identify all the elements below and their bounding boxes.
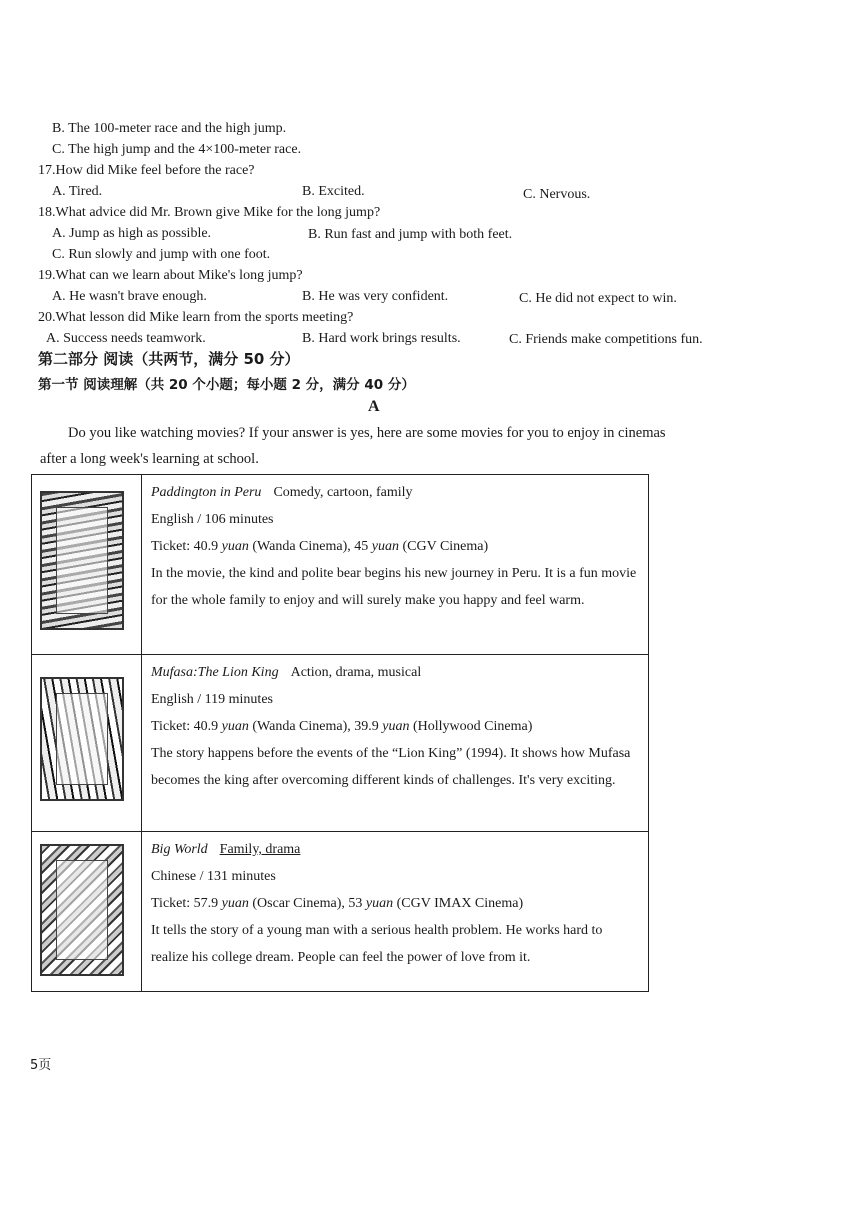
movie-title: Mufasa:The Lion King <box>151 665 279 680</box>
intro-line-2: after a long week's learning at school. <box>40 451 259 467</box>
movie-description: In the movie, the kind and polite bear begins his new journey in Peru. It is a fun movie for the whole family to enjoy and will surely make you happy and feel warm. <box>151 566 637 608</box>
q20-option-b: B. Hard work brings results. <box>302 331 461 346</box>
prev-option-b: B. The 100-meter race and the high jump. <box>52 121 287 136</box>
q17-option-a: A. Tired. <box>52 184 103 199</box>
movie-row <box>32 475 649 655</box>
movie-table <box>31 474 649 992</box>
section-letter: A <box>368 398 380 415</box>
intro-line-1: Do you like watching movies? If your answer is yes, here are some movies for you to enjoy in cinemas <box>68 425 666 441</box>
q20-option-c: C. Friends make competitions fun. <box>509 332 703 347</box>
movie-info <box>142 475 649 655</box>
big-world-poster-image <box>40 844 124 976</box>
question-19: 19.What can we learn about Mike's long jump? <box>38 268 303 283</box>
movie-ticket: Ticket: 40.9 yuan (Wanda Cinema), 39.9 yuan (Hollywood Cinema) <box>151 719 533 734</box>
question-17: 17.How did Mike feel before the race? <box>38 163 255 178</box>
q17-option-b: B. Excited. <box>302 184 365 199</box>
movie-ticket: Ticket: 57.9 yuan (Oscar Cinema), 53 yuan (CGV IMAX Cinema) <box>151 896 524 911</box>
q18-option-c: C. Run slowly and jump with one foot. <box>52 247 271 262</box>
poster-cell <box>32 475 142 655</box>
movie-title: Big World <box>151 842 208 857</box>
movie-row <box>32 832 649 992</box>
poster-cell <box>32 655 142 832</box>
prev-option-c: C. The high jump and the 4×100-meter race. <box>52 142 302 157</box>
q19-option-c: C. He did not expect to win. <box>519 291 677 306</box>
mufasa-poster-image <box>40 677 124 801</box>
part2-heading: 第二部分 阅读（共两节，满分 50 分） <box>38 350 300 368</box>
section1-heading: 第一节 阅读理解（共 20 个小题；每小题 2 分，满分 40 分） <box>38 377 415 393</box>
poster-cell <box>32 832 142 992</box>
q20-option-a: A. Success needs teamwork. <box>46 331 206 346</box>
question-20: 20.What lesson did Mike learn from the sports meeting? <box>38 310 354 325</box>
movie-ticket: Ticket: 40.9 yuan (Wanda Cinema), 45 yuan (CGV Cinema) <box>151 539 489 554</box>
q17-option-c: C. Nervous. <box>523 187 591 202</box>
movie-info <box>142 655 649 832</box>
movie-description: The story happens before the events of the “Lion King” (1994). It shows how Mufasa becomes the king after overcoming different kinds of challenges. It's very exciting. <box>151 746 631 788</box>
movie-genre: Comedy, cartoon, family <box>273 485 413 500</box>
movie-info <box>142 832 649 992</box>
q18-option-b: B. Run fast and jump with both feet. <box>308 227 513 242</box>
question-18: 18.What advice did Mr. Brown give Mike for the long jump? <box>38 205 381 220</box>
movie-genre: Action, drama, musical <box>290 665 422 680</box>
movie-row <box>32 655 649 832</box>
movie-title: Paddington in Peru <box>151 485 262 500</box>
q19-option-a: A. He wasn't brave enough. <box>52 289 207 304</box>
paddington-poster-image <box>40 491 124 630</box>
page-number: 5页 <box>30 1058 52 1073</box>
movie-language-length: English / 106 minutes <box>151 512 274 527</box>
movie-description: It tells the story of a young man with a serious health problem. He works hard to realize his college dream. People can feel the power of love from it. <box>151 923 603 965</box>
q18-option-a: A. Jump as high as possible. <box>52 226 212 241</box>
q19-option-b: B. He was very confident. <box>302 289 449 304</box>
movie-genre: Family, drama <box>219 842 301 857</box>
movie-language-length: English / 119 minutes <box>151 692 273 707</box>
movie-language-length: Chinese / 131 minutes <box>151 869 276 884</box>
